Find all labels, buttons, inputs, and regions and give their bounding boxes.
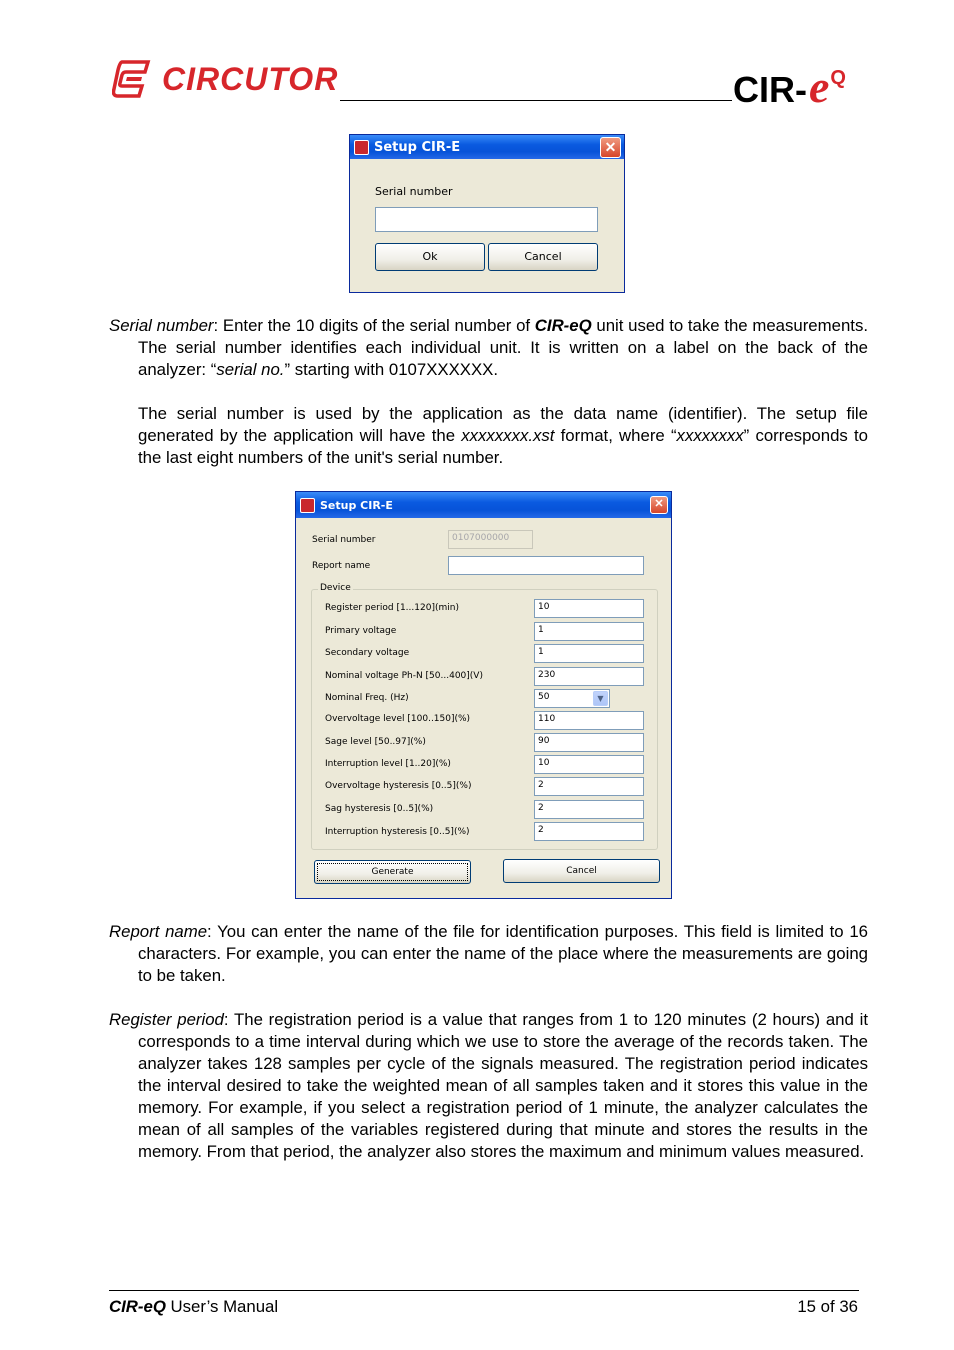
dialog-body	[299, 518, 668, 895]
term-report-name: Report name	[109, 922, 208, 941]
field-label: Primary voltage	[325, 626, 397, 636]
serial-number-label: Serial number	[375, 185, 453, 198]
nominal-freq-select[interactable]	[534, 689, 610, 708]
serial-number-description	[109, 315, 868, 469]
field-label: Sag hysteresis [0..5](%)	[325, 804, 434, 814]
register-period-input[interactable]: 10	[534, 599, 644, 618]
field-label: Overvoltage level [100..150](%)	[325, 714, 471, 724]
serial-number-input[interactable]	[375, 207, 598, 232]
field-label: Sage level [50..97](%)	[325, 737, 426, 747]
register-period-paragraph	[109, 1009, 868, 1163]
text: ” corresponds to the last eight numbers of the unit's serial number.	[138, 426, 868, 467]
cancel-button[interactable]: Cancel	[503, 859, 660, 883]
circutor-logo	[112, 58, 338, 100]
product-name: CIR-eQ	[534, 316, 592, 335]
field-label: Nominal Freq. (Hz)	[325, 693, 409, 703]
app-icon	[354, 140, 369, 155]
serial-number-paragraph	[109, 315, 868, 381]
text: : The registration period is a value that ranges from 1 to 120 minutes (2 hours) and it corresponds to a time interval during which we use to store the average of the records taken. The analyzer takes 128 samples per cycle of the signals measured. The registration period indicates the interval desired to take the weighted mean of all samples taken and it stores this value in the memory. For example, if you select a registration period of 1 minute, the analyzer calculates the mean of all samples of the variables registered during that minute and stores the results in the memory. From that period, the analyzer also stores the maximum and minimum values measured.	[138, 1010, 868, 1161]
dialog-title: Setup CIR-E	[320, 498, 393, 512]
brand-prefix: CIR-	[733, 69, 807, 110]
serial-number-paragraph-2	[109, 403, 868, 469]
brand-e: e	[809, 61, 830, 112]
dialog-titlebar	[350, 135, 624, 159]
footer-manual-title	[109, 1297, 278, 1317]
device-group-title: Device	[320, 583, 351, 593]
dialog-titlebar	[296, 492, 671, 518]
report-name-paragraph	[109, 921, 868, 987]
footer-rule	[109, 1290, 859, 1291]
close-icon[interactable]: ✕	[650, 496, 668, 514]
report-name-label: Report name	[312, 561, 371, 571]
report-name-description	[109, 921, 868, 987]
serial-no-label: serial no.	[216, 360, 285, 379]
generate-button[interactable]: Generate	[314, 860, 471, 884]
field-label: Nominal voltage Ph-N [50...400](V)	[325, 671, 483, 681]
setup-dialog-device	[295, 491, 672, 899]
field-label: Secondary voltage	[325, 648, 410, 658]
field-label: Overvoltage hysteresis [0..5](%)	[325, 781, 472, 791]
field-label: Interruption hysteresis [0..5](%)	[325, 827, 470, 837]
nominal-voltage-input[interactable]: 230	[534, 667, 644, 686]
sag-hysteresis-input[interactable]: 2	[534, 800, 644, 819]
interruption-hysteresis-input[interactable]: 2	[534, 822, 644, 841]
footer-product: CIR-eQ	[109, 1297, 166, 1316]
nominal-freq-value: 50	[538, 692, 550, 702]
overvoltage-level-input[interactable]: 110	[534, 711, 644, 730]
register-period-description	[109, 1009, 868, 1163]
dialog-body	[353, 159, 621, 289]
serial-number-label: Serial number	[312, 535, 376, 545]
close-icon[interactable]: ✕	[600, 137, 621, 158]
brand-q: Q	[830, 67, 846, 89]
logo-text: CIRCUTOR	[162, 60, 339, 97]
term-register-period: Register period	[109, 1010, 224, 1029]
text: ” starting with 0107XXXXXX.	[284, 360, 499, 379]
report-name-input[interactable]	[448, 556, 644, 575]
ok-button[interactable]: Ok	[375, 243, 485, 271]
serial-number-input: 0107000000	[448, 530, 533, 549]
app-icon	[300, 498, 315, 513]
setup-dialog-serial	[349, 134, 625, 293]
primary-voltage-input[interactable]: 1	[534, 622, 644, 641]
text: The serial number is used by the application as the data name (identifier). The setup file generated by the application will have the	[138, 404, 868, 445]
circutor-logo-icon	[112, 58, 154, 100]
product-brand	[733, 60, 846, 113]
footer-manual: User’s Manual	[165, 1297, 279, 1316]
interruption-level-input[interactable]: 10	[534, 755, 644, 774]
field-label: Register period [1...120](min)	[325, 603, 459, 613]
header-rule	[340, 100, 732, 101]
field-label: Interruption level [1..20](%)	[325, 759, 451, 769]
dialog-title: Setup CIR-E	[374, 139, 461, 155]
cancel-button[interactable]: Cancel	[488, 243, 598, 271]
placeholder-x: xxxxxxxx	[676, 426, 744, 445]
text: : Enter the 10 digits of the serial number of	[213, 316, 535, 335]
page-number: 15 of 36	[797, 1297, 858, 1316]
sag-level-input[interactable]: 90	[534, 733, 644, 752]
term-serial-number: Serial number	[109, 316, 214, 335]
text: : You can enter the name of the file for identification purposes. This field is limited to 16 characters. For example, you can enter the name of the place where the measurements are going to be taken.	[138, 922, 868, 985]
chevron-down-icon[interactable]: ▼	[593, 691, 608, 706]
secondary-voltage-input[interactable]: 1	[534, 644, 644, 663]
overvoltage-hysteresis-input[interactable]: 2	[534, 777, 644, 796]
file-format: xxxxxxxx.xst	[461, 426, 555, 445]
text: unit used to take the measurements. The serial number identifies each individual unit. It is written on a label on the back of the analyzer: “	[138, 316, 868, 379]
text: format, where “	[554, 426, 677, 445]
